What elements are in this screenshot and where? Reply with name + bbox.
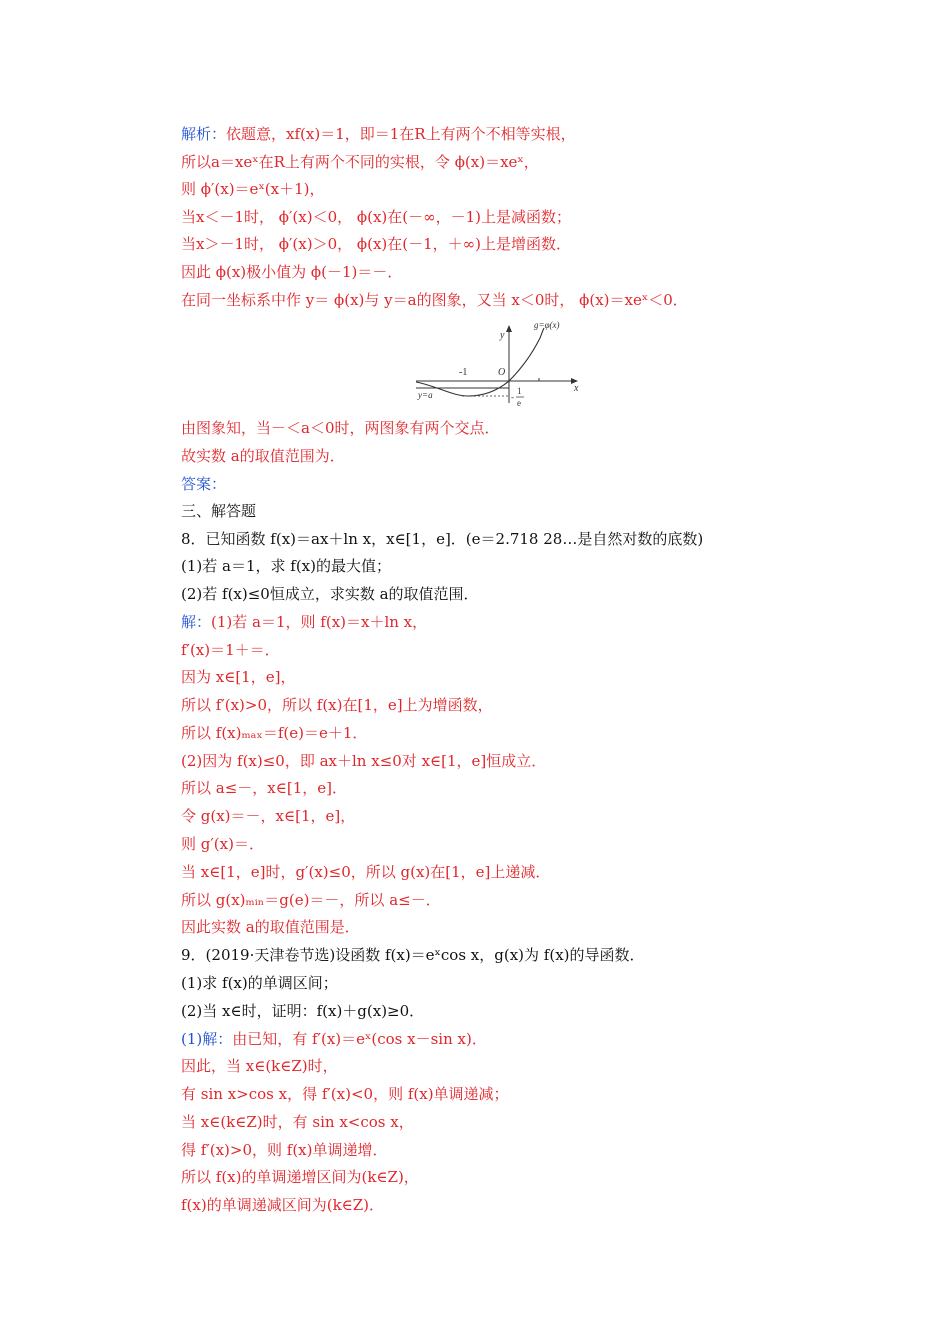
line-text: (2)因为 f(x)≤0，即 ax＋ln x≤0对 x∈[1，e]恒成立．: [181, 752, 547, 770]
text-line: [181, 973, 881, 993]
text-line: [181, 474, 881, 494]
line-text: (1)若 a＝1，则 f(x)＝x＋ln x，: [211, 613, 428, 631]
line-text: 因此 ϕ(x)极小值为 ϕ(－1)＝－．: [181, 263, 403, 281]
text-line: [181, 640, 881, 660]
text-line: [181, 152, 881, 172]
line-text: 得 f′(x)>0，则 f(x)单调递增．: [181, 1141, 388, 1159]
text-line: [181, 124, 881, 144]
line-text: 三、解答题: [181, 502, 257, 520]
text-line: [181, 290, 881, 310]
text-line: [181, 1029, 881, 1049]
curve-label: g=φ(x): [534, 320, 560, 330]
neg-one-label: -1: [459, 367, 468, 378]
function-graph: [412, 316, 586, 408]
text-line: [181, 1167, 881, 1187]
x-axis-label: x: [574, 383, 579, 394]
text-line: [181, 1001, 881, 1021]
line-label: 解：: [181, 613, 212, 631]
line-text: (1)求 f(x)的单调区间；: [181, 974, 338, 992]
line-text: 当 x∈[1，e]时，g′(x)≤0，所以 g(x)在[1，e]上递减．: [181, 863, 551, 881]
text-line: [181, 1140, 881, 1160]
line-text: f′(x)＝1＋＝．: [181, 641, 280, 659]
y-axis-label: y: [500, 330, 505, 341]
line-text: 所以 f′(x)>0，所以 f(x)在[1，e]上为增函数，: [181, 696, 493, 714]
line-text: 因为 x∈[1，e]，: [181, 668, 296, 686]
text-line: [181, 529, 881, 549]
text-line: [181, 1112, 881, 1132]
line-text: 故实数 a的取值范围为．: [181, 447, 345, 465]
text-line: [181, 418, 881, 438]
text-line: [181, 778, 881, 798]
line-text: 当x＞－1时， ϕ′(x)＞0， ϕ(x)在(－1，＋∞)上是增函数．: [181, 235, 572, 253]
line-text: 所以 g(x)ₘᵢₙ＝g(e)＝－，所以 a≤－．: [181, 891, 441, 909]
text-line: [181, 501, 881, 521]
line-text: 当x＜－1时， ϕ′(x)＜0， ϕ(x)在(－∞，－1)上是减函数；: [181, 208, 572, 226]
min-label-numerator: 1: [517, 386, 522, 396]
line-text: 令 g(x)＝－，x∈[1，e]，: [181, 807, 356, 825]
line-label: 答案：: [181, 475, 227, 493]
text-line: [181, 667, 881, 687]
line-text: 所以a＝xeˣ在R上有两个不同的实根，令 ϕ(x)＝xeˣ，: [181, 153, 539, 171]
line-text: 因此，当 x∈(k∈Z)时，: [181, 1057, 338, 1075]
line-text: 则 g′(x)＝．: [181, 835, 264, 853]
line-label: 解析：: [181, 125, 227, 143]
text-line: [181, 234, 881, 254]
text-line: [181, 179, 881, 199]
text-line: [181, 695, 881, 715]
line-text: 则 ϕ′(x)＝eˣ(x＋1)，: [181, 180, 325, 198]
line-text: 当 x∈(k∈Z)时，有 sin x<cos x，: [181, 1113, 414, 1131]
origin-label: O: [498, 367, 506, 378]
line-text: (2)当 x∈时，证明：f(x)＋g(x)≥0．: [181, 1002, 425, 1020]
line-text: 有 sin x>cos x，得 f′(x)<0，则 f(x)单调递减；: [181, 1085, 509, 1103]
text-line: [181, 890, 881, 910]
text-line: [181, 1056, 881, 1076]
line-text: 依题意，xf(x)＝1，即＝1在R上有两个不相等实根，: [226, 125, 576, 143]
text-line: [181, 917, 881, 937]
line-label: y=a: [418, 390, 433, 400]
min-label-denominator: e: [517, 398, 521, 408]
min-label-prefix: -: [511, 392, 514, 402]
text-line: [181, 723, 881, 743]
text-line: [181, 1195, 881, 1215]
line-text: 所以 f(x)ₘₐₓ＝f(e)＝e＋1．: [181, 724, 368, 742]
line-label: (1)解：: [181, 1030, 233, 1048]
text-line: [181, 1084, 881, 1104]
line-text: 所以 a≤－，x∈[1，e]．: [181, 779, 347, 797]
text-line: [181, 262, 881, 282]
line-text: 由已知，有 f′(x)＝eˣ(cos x－sin x)．: [232, 1030, 487, 1048]
y-axis-arrow: [506, 325, 512, 332]
line-text: 由图象知，当－＜a＜0时，两图象有两个交点．: [181, 419, 500, 437]
text-line: [181, 751, 881, 771]
text-line: [181, 207, 881, 227]
line-text: 9．(2019·天津卷节选)设函数 f(x)＝eˣcos x，g(x)为 f(x)的导函数．: [181, 946, 645, 964]
line-text: 8．已知函数 f(x)＝ax＋ln x，x∈[1，e]．(e＝2.718 28…是自然对数的底数): [181, 530, 704, 548]
curve-phi: [416, 328, 544, 396]
line-text: f(x)的单调递减区间为(k∈Z)．: [181, 1196, 385, 1214]
text-line: [181, 446, 881, 466]
text-line: [181, 862, 881, 882]
line-text: (2)若 f(x)≤0恒成立，求实数 a的取值范围．: [181, 585, 479, 603]
text-line: [181, 834, 881, 854]
line-text: 因此实数 a的取值范围是．: [181, 918, 360, 936]
line-text: 在同一坐标系中作 y＝ ϕ(x)与 y＝a的图象，又当 x＜0时， ϕ(x)＝xeˣ＜0．: [181, 291, 688, 309]
line-text: (1)若 a＝1，求 f(x)的最大值；: [181, 557, 391, 575]
line-text: 所以 f(x)的单调递增区间为(k∈Z)，: [181, 1168, 419, 1186]
text-line: [181, 584, 881, 604]
text-line: [181, 612, 881, 632]
text-line: [181, 806, 881, 826]
text-line: [181, 945, 881, 965]
text-line: [181, 556, 881, 576]
